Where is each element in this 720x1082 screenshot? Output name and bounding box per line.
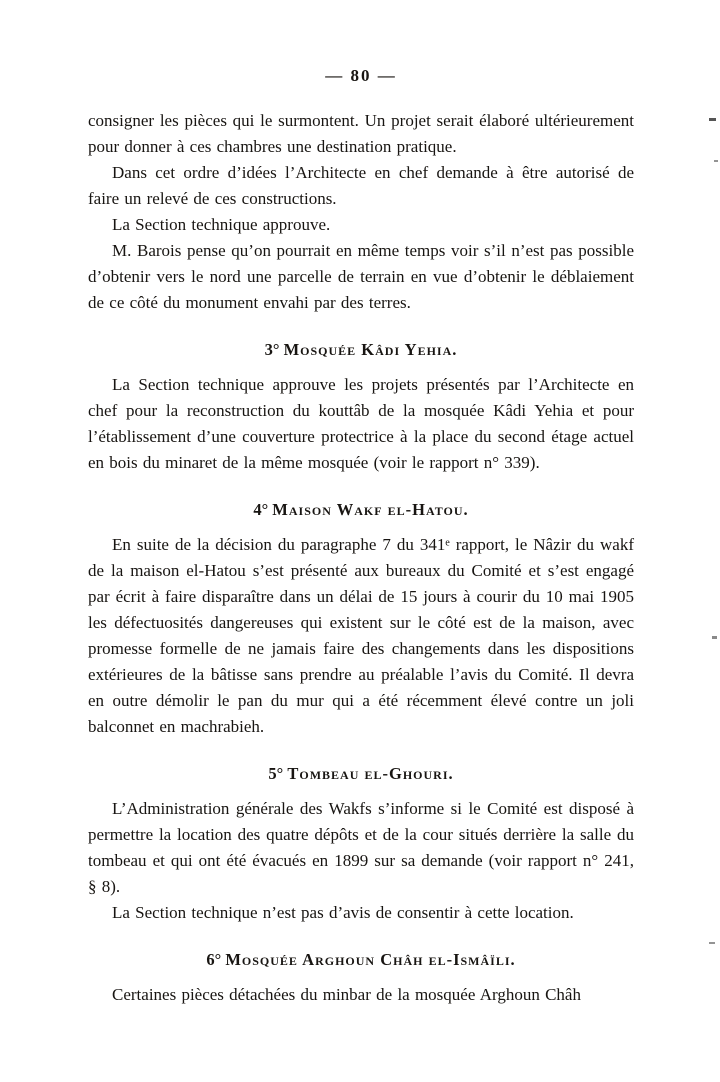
paragraph: En suite de la décision du paragraphe 7 du 341ᵉ rapport, le Nâzir du wakf de la maison el-Hatou s’est présenté aux bureaux du Comité et s’est engagé par écrit à faire disparaître dans un délai de 15 jours à courir du 10 mai 1905 les défectuosités dangereuses qui existent sur le côté est de la maison, avec promesse formelle de ne jamais faire des changements dans les dispositions extérieures de la bâtisse sans prendre au préalable l’avis du Comité. Il devra en outre démolir le pan du mur qui a été récemment élevé contre un joli balconnet en machrabieh. <box>88 535 634 736</box>
paragraph: La Section technique approuve les projets présentés par l’Architecte en chef pour la reconstruction du kouttâb de la mosquée Kâdi Yehia et pour l’établissement d’une couverture protectrice à la place du second étage actuel en bois du minaret de la même mosquée (voir le rapport n° 339). <box>88 375 634 472</box>
paragraph: M. Barois pense qu’on pourrait en même temps voir s’il n’est pas possible d’obtenir vers le nord une parcelle de terrain en vue d’obtenir le déblaiement de ce côté du monument envahi par des terres. <box>88 241 634 312</box>
section-heading-maison-wakf-el-hatou <box>88 500 634 520</box>
paragraph: Certaines pièces détachées du minbar de la mosquée Arghoun Châh <box>112 985 581 1004</box>
paragraph: Dans cet ordre d’idées l’Architecte en chef demande à être autorisé de faire un relevé de ces constructions. <box>88 163 634 208</box>
paragraph: La Section technique approuve. <box>112 215 331 234</box>
section-number: 5° <box>268 764 284 783</box>
scan-artifact <box>712 636 717 639</box>
section-number: 3° <box>264 340 280 359</box>
section-title: Mosquée Arghoun Châh el-Ismâïli. <box>225 950 516 969</box>
section-title: Maison Wakf el-Hatou. <box>272 500 469 519</box>
section-heading-mosquee-arghoun-chah <box>88 950 634 970</box>
section-number: 4° <box>253 500 269 519</box>
paragraph-continuation: consigner les pièces qui le surmontent. Un projet serait élaboré ultérieurement pour donner à ces chambres une destination pratique. <box>88 111 634 156</box>
scan-artifact <box>709 118 716 121</box>
section-title: Mosquée Kâdi Yehia. <box>283 340 458 359</box>
page-number: — 80 — <box>325 66 397 85</box>
section-heading-mosquee-kadi-yehia <box>88 340 634 360</box>
paragraph: L’Administration générale des Wakfs s’informe si le Comité est disposé à permettre la location des quatre dépôts et de la cour situés derrière la salle du tombeau et qui ont été évacués en 1899 sur sa demande (voir rapport n° 241, § 8). <box>88 799 634 896</box>
section-heading-tombeau-el-ghouri <box>88 764 634 784</box>
section-number: 6° <box>206 950 222 969</box>
paragraph: La Section technique n’est pas d’avis de consentir à cette location. <box>112 903 574 922</box>
section-title: Tombeau el-Ghouri. <box>287 764 454 783</box>
scan-artifact <box>714 160 718 162</box>
scan-artifact <box>709 942 715 944</box>
